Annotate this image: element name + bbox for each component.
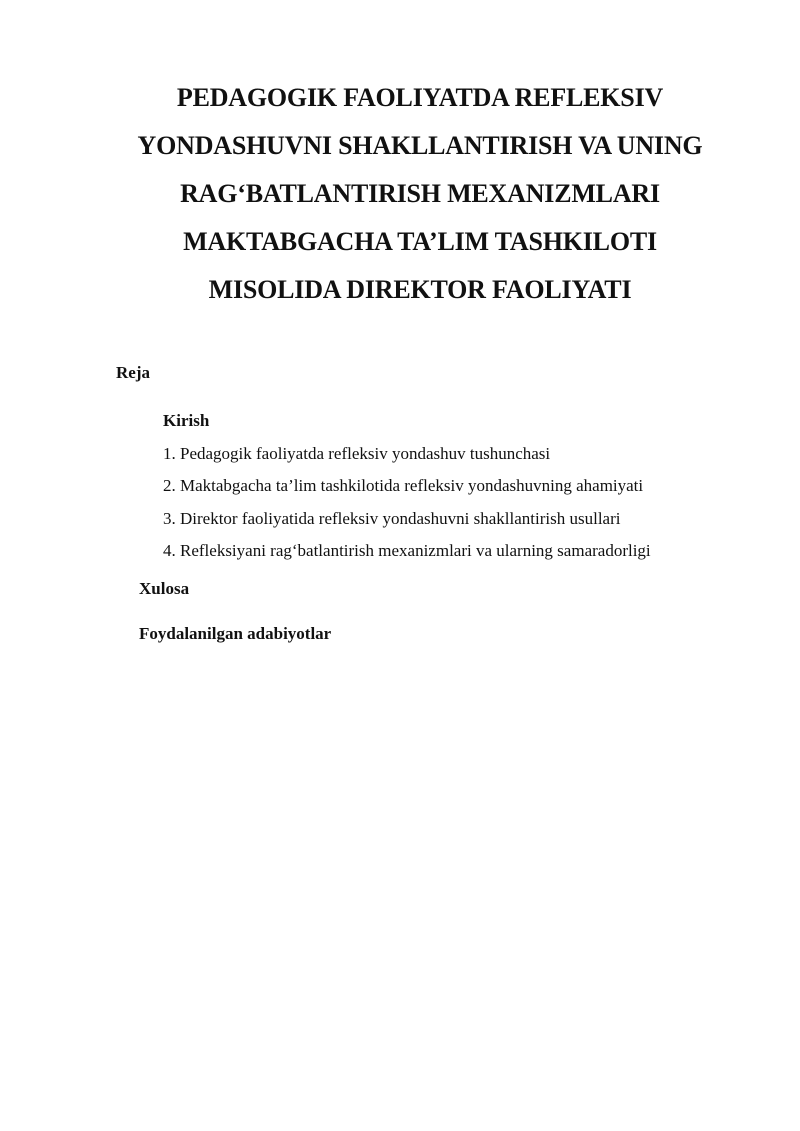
title-line-3: RAG‘BATLANTIRISH MEXANIZMLARI (180, 179, 660, 208)
title-line-5: MISOLIDA DIREKTOR FAOLIYATI (208, 275, 632, 304)
toc-item-3: 3. Direktor faoliyatida refleksiv yondashuvni shakllantirish usullari (163, 508, 621, 528)
toc-item-2: 2. Maktabgacha ta’lim tashkilotida refleksiv yondashuvning ahamiyati (163, 476, 644, 495)
title-line-1: PEDAGOGIK FAOLIYATDA REFLEKSIV (176, 83, 664, 112)
document-title (60, 74, 780, 314)
title-line-4: MAKTABGACHA TA’LIM TASHKILOTI (183, 227, 657, 256)
toc-item-intro: Kirish (163, 411, 210, 430)
table-of-contents (163, 405, 651, 568)
plan-heading: Reja (116, 363, 150, 382)
toc-item-1: 1. Pedagogik faoliyatda refleksiv yondashuv tushunchasi (163, 443, 551, 463)
title-line-2: YONDASHUVNI SHAKLLANTIRISH VA UNING (137, 131, 703, 160)
toc-item-4: 4. Refleksiyani rag‘batlantirish mexanizmlari va ularning samaradorligi (163, 541, 651, 560)
toc-item-references: Foydalanilgan adabiyotlar (139, 624, 332, 643)
toc-item-conclusion: Xulosa (139, 579, 190, 598)
